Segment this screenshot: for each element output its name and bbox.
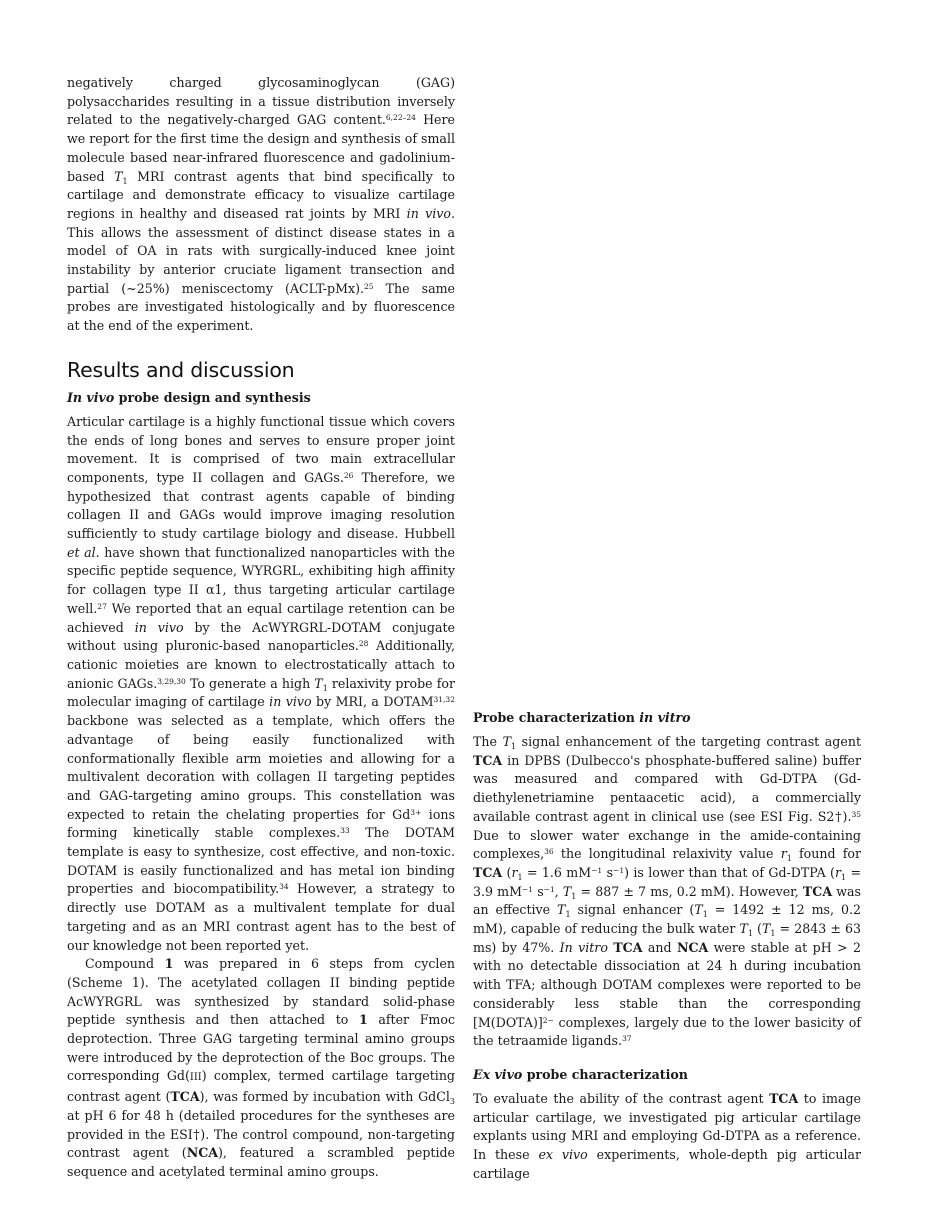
intro-paragraph: negatively charged glycosaminoglycan (GAG) polysaccharides resulting in a tissue distribution inversely related to the negatively-charged GAG content.$^{6,22-24}$ Here we report for the first time the design and synthesis of small molecule based near-infrared fluorescence and gadolinium-based $T_1$ MRI contrast agents that bind specifically to cartilage and demonstrate efficacy to visualize cartilage regions in healthy and diseased rat joints by MRI in vivo. This allows the assessment of distinct disease states in a model of OA in rats with surgically-induced knee joint instability by anterior cruciate ligament transection and partial (~25%) meniscectomy (ACLT-pMx).$^{25}$ The same probes are investigated histologically and by fluorescence at the end of the experiment.	[67, 75, 455, 334]
section-heading: Results and discussion	[67, 357, 295, 382]
left-column	[67, 74, 455, 1182]
subsection-heading-in-vitro: Probe characterization in vitro	[473, 710, 691, 725]
subsection-heading-ex-vivo: Ex vivo probe characterization	[473, 1066, 688, 1082]
subsection-heading-design: In vivo probe design and synthesis	[67, 389, 311, 405]
synthesis-paragraph: Compound 1 was prepared in 6 steps from cyclen (Scheme 1). The acetylated collagen II binding peptide AcWYRGRL was synthesized by standard solid-phase peptide synthesis and then attached to 1 after Fmoc deprotection. Three GAG targeting terminal amino groups were introduced by the deprotection of the Boc groups. The corresponding Gd(III) complex, termed cartilage targeting contrast agent (TCA), was formed by incubation with GdCl$_3$ at pH 6 for 48 h (detailed procedures for the syntheses are provided in the ESI†). The control compound, non-targeting contrast agent (NCA), featured a scrambled peptide sequence and acetylated terminal amino groups.	[67, 956, 456, 1179]
ex-vivo-paragraph: To evaluate the ability of the contrast agent TCA to image articular cartilage, we investigated pig articular cartilage explants using MRI and employing Gd-DTPA as a reference. In these ex vivo experiments, whole-depth pig articular cartilage	[473, 1090, 861, 1181]
design-paragraph: Articular cartilage is a highly functional tissue which covers the ends of long bones and serves to ensure proper joint movement. It is comprised of two main extracellular components, type II collagen and GAGs.$^{26}$ Therefore, we hypothesized that contrast agents capable of binding collagen II and GAGs would improve imaging resolution sufficiently to study cartilage biology and disease. Hubbell et al. have shown that functionalized nanoparticles with the specific peptide sequence, WYRGRL, exhibiting high affinity for collagen type II α1, thus targeting articular cartilage well.$^{27}$ We reported that an equal cartilage retention can be achieved in vivo by the AcWYRGRL-DOTAM conjugate without using pluronic-based nanoparticles.$^{28}$ Additionally, cationic moieties are known to electrostatically attach to anionic GAGs.$^{3,29,30}$ To generate a high $T_1$ relaxivity probe for molecular imaging of cartilage in vivo by MRI, a DOTAM$^{31,32}$ backbone was selected as a template, which offers the advantage of being easily functionalized with conformationally flexible arm moieties and allowing for a multivalent decoration with collagen II targeting peptides and GAG-targeting amino groups. This constellation was expected to retain the chelating properties for $Gd^{3+}$ ions forming kinetically stable complexes.$^{33}$ The DOTAM template is easy to synthesize, cost effective, and non-toxic. DOTAM is easily functionalized and has metal ion binding properties and biocompatibility.$^{34}$ However, a strategy to directly use DOTAM as a multivalent template for dual targeting and as an MRI contrast agent has to the best of our knowledge not been reported yet.	[67, 413, 456, 953]
right-column	[473, 709, 861, 1183]
in-vitro-paragraph: The $T_1$ signal enhancement of the targeting contrast agent TCA in DPBS (Dulbecco's phosphate-buffered saline) buffer was measured and compared with Gd-DTPA (Gd-diethylenetriamine pentaacetic acid), a commercially available contrast agent in clinical use (see ESI Fig. S2†).$^{35}$ Due to slower water exchange in the amide-containing complexes,$^{36}$ the longitudinal relaxivity value $r_1$ found for TCA ($r_1 = 1.6$ $mM^{-1}$ $s^{-1}$) is lower than that of Gd-DTPA ($r_1 = 3.9$ $mM^{-1}$ $s^{-1}$, $T_1 = 887 \pm 7$ ms, 0.2 mM). However, TCA was an effective $T_1$ signal enhancer ($T_1 = 1492 \pm 12$ ms, 0.2 mM), capable of reducing the bulk water $T_1$ ($T_1 = 2843 \pm 63$ ms) by 47%. In vitro TCA and NCA were stable at pH > 2 with no detectable dissociation at 24 h during incubation with TFA; although DOTAM complexes were reported to be considerably less stable than the corresponding [M(DOTA)]$^{2-}$ complexes, largely due to the lower basicity of the tetraamide ligands.$^{37}$	[473, 734, 862, 1049]
